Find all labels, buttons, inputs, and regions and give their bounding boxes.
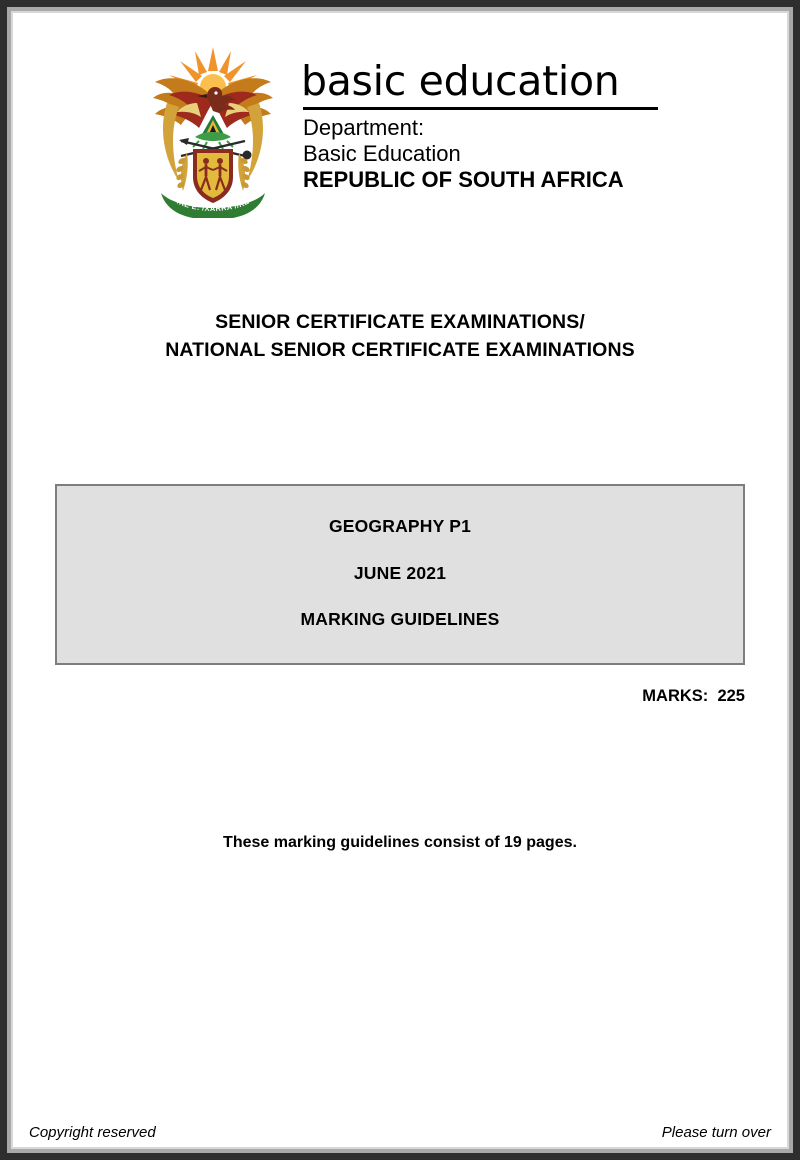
page-content [7,7,793,1153]
page-count-note: These marking guidelines consist of 19 pages. [223,833,577,851]
document-type: MARKING GUIDELINES [300,609,500,630]
footer-turn-over: Please turn over [661,1124,771,1141]
wordmark-rule [303,107,658,110]
department-line-2: Basic Education [303,140,461,166]
wordmark: basic education [301,57,620,105]
exam-title [37,309,763,364]
exam-session: JUNE 2021 [353,562,447,583]
south-african-coat-of-arms-icon [137,41,289,221]
subject-details-box [55,484,745,665]
logotype [301,57,658,193]
masthead [37,7,763,221]
department-line-1: Department: [303,114,425,140]
subject-name: GEOGRAPHY P1 [328,516,472,537]
department-line-3: REPUBLIC OF SOUTH AFRICA [303,166,624,192]
exam-title-line-2: NATIONAL SENIOR CERTIFICATE EXAMINATIONS [165,338,635,361]
marks-total: MARKS: 225 [642,686,745,705]
coat-of-arms-motto: !KE E: /XARRA //KE [175,196,251,214]
footer-copyright: Copyright reserved [29,1124,156,1141]
exam-title-line-1: SENIOR CERTIFICATE EXAMINATIONS/ [215,311,585,333]
page-footer [7,1124,793,1141]
